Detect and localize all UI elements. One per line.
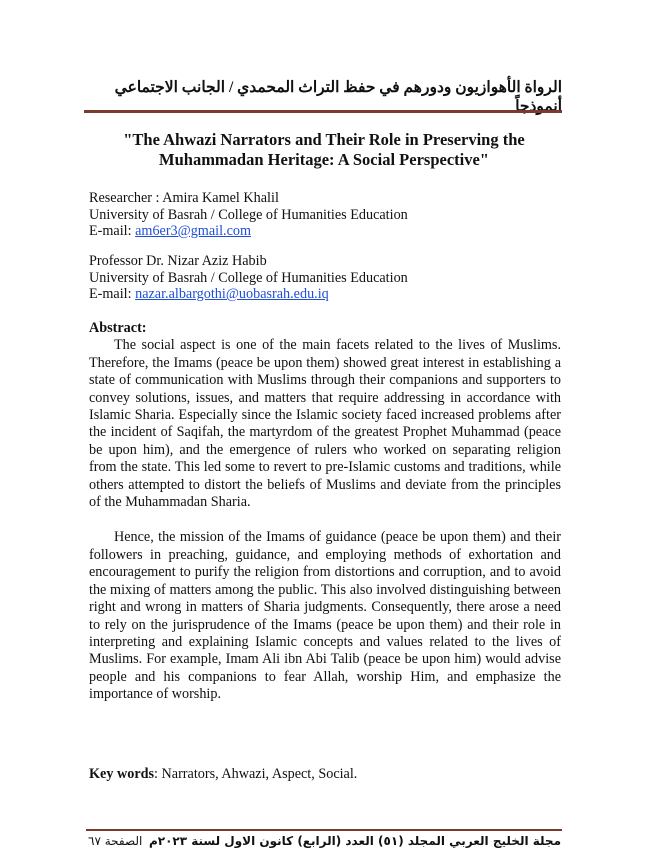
author-block-2 (89, 253, 559, 303)
keywords-line (89, 766, 561, 783)
paper-title: "The Ahwazi Narrators and Their Role in Preserving the Muhammadan Heritage: A Social Perspective" (123, 130, 525, 169)
email-label: E-mail: (89, 286, 136, 302)
running-header-title: الرواة الأهوازيون ودورهم في حفظ التراث المحمدي / الجانب الاجتماعي أنموذجاً (114, 79, 562, 115)
abstract-section (89, 320, 561, 704)
keywords-label: Key words (89, 766, 155, 782)
abstract-heading: Abstract: (89, 320, 147, 336)
author-block-1 (89, 190, 559, 240)
page-number: الصفحة ٦٧ (88, 834, 143, 848)
keywords-separator: : (154, 766, 162, 782)
author-affiliation: University of Basrah / College of Humanities Education (89, 269, 408, 286)
keywords-text: Narrators, Ahwazi, Aspect, Social. (161, 766, 358, 782)
author-affiliation: University of Basrah / College of Humanities Education (89, 206, 408, 223)
journal-info: مجلة الخليج العربي المجلد (٥١) العدد (الرابع) كانون الاول لسنة ٢٠٢٣م (148, 834, 561, 848)
author-name: Professor Dr. Nizar Aziz Habib (89, 253, 267, 269)
email-link[interactable]: nazar.albargothi@uobasrah.edu.iq (135, 286, 329, 302)
email-label: E-mail: (89, 223, 136, 239)
author-email-line (89, 286, 559, 303)
header-divider (84, 110, 562, 113)
email-link[interactable]: am6er3@gmail.com (135, 223, 251, 239)
author-email-line (89, 223, 559, 240)
abstract-paragraph: Hence, the mission of the Imams of guidance (peace be upon them) and their followers in preaching, guidance, and employing methods of exhortation and encouragement to purify the religion from distortions and corruption, and to avoid the mixing of matters among the public. This also involved distinguishing between right and wrong in matters of Sharia judgments. Consequently, there arose a need to rely on the jurisprudence of the Imams (peace be upon them) and their role in interpreting and explaining Islamic concepts and values related to the lives of Muslims. For example, Imam Ali ibn Abi Talib (peace be upon him) would advise people and his companions to fear Allah, worship Him, and emphasize the importance of worship. (89, 529, 561, 703)
abstract-paragraph: The social aspect is one of the main facets related to the lives of Muslims. Therefore, the Imams (peace be upon them) showed great interest in establishing a state of communication with Muslims through their companions and supporters to convey solutions, issues, and matters that require addressing in accordance with Islamic Sharia. Especially since the Islamic society faced increased problems after the incident of Saqifah, the martyrdom of the greatest Prophet Muhammad (peace be upon him), and the emergence of rulers who worked on separating religion from the state. This led some to revert to pre-Islamic customs and traditions, while others attempted to distort the beliefs of Muslims and deviate from the principles of the Muhammadan Sharia. (89, 337, 561, 511)
author-name: Researcher : Amira Kamel Khalil (89, 190, 279, 206)
footer-divider (86, 829, 562, 831)
